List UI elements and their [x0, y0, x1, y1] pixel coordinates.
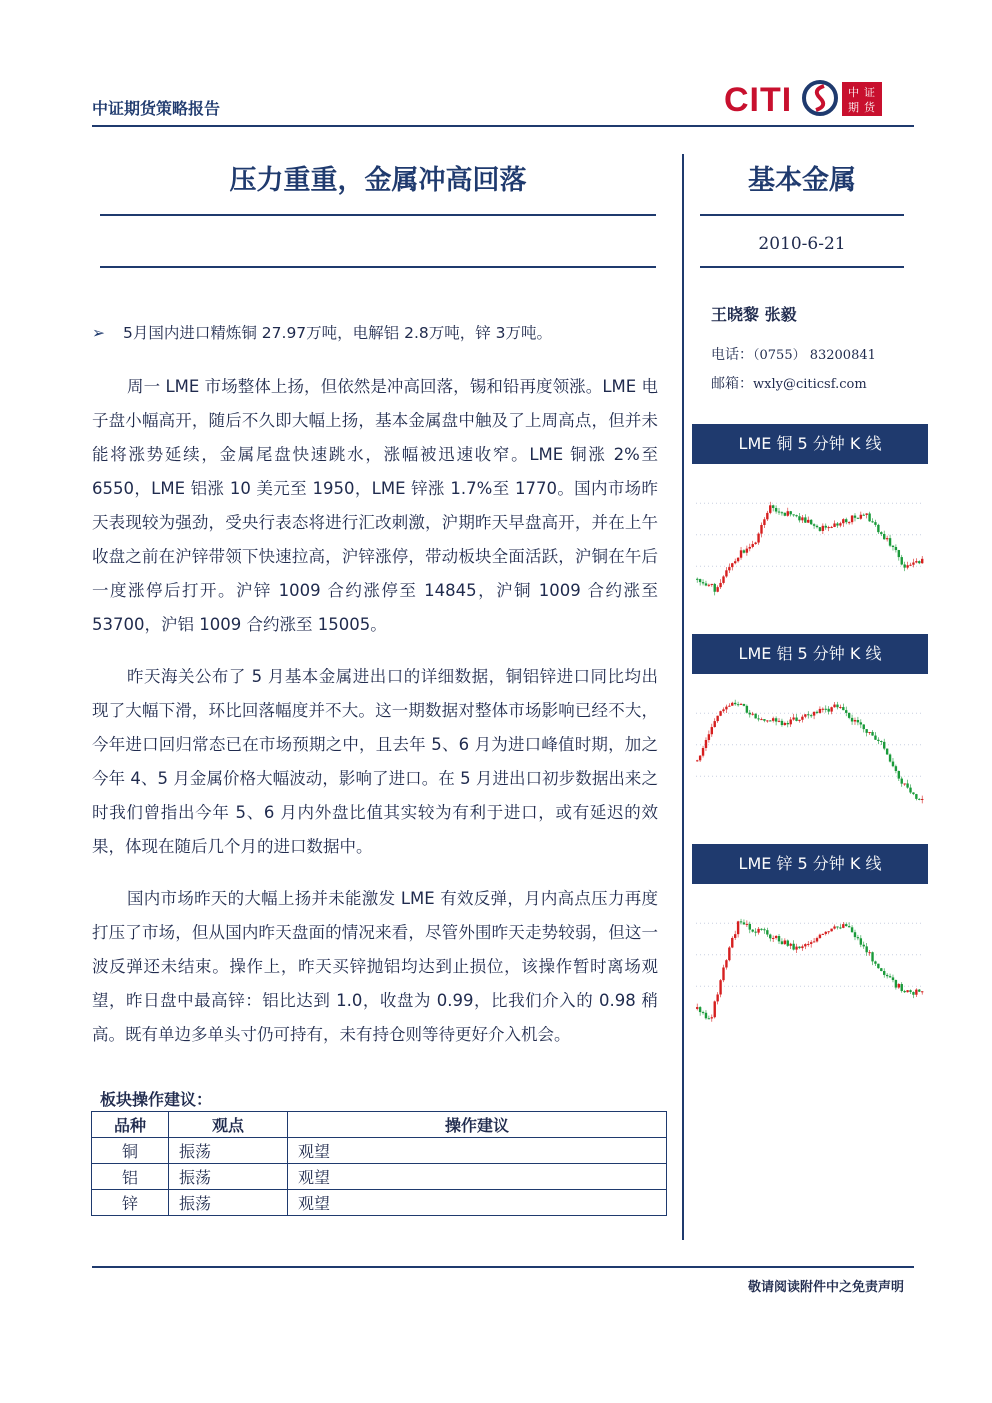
candle-body [845, 710, 847, 713]
candle-body [822, 526, 824, 531]
email-link[interactable]: wxly@citicsf.com [753, 377, 867, 392]
candle-body [898, 984, 900, 988]
candle-body [737, 558, 739, 562]
body-paragraph: 国内市场昨天的大幅上扬并未能激发 LME 有效反弹，月内高点压力再度打压了市场，但从国内昨天盘面的情况来看，尽管外围昨天走势较弱，但这一波反弹还未结束。操作上，昨天买锌抛铝均达到止损位，该操作暂时离场观望，昨日盘中最高锌：铝比达到 1.0，收盘为 0.99，比我们介入的 0.98 稍高。既有单边多单头寸仍可持有，未有持仓则等待更好介入机会。 [92, 889, 658, 1044]
candle-body [711, 727, 713, 734]
candle-body [912, 563, 914, 565]
candle-body [857, 518, 859, 519]
candle-body [702, 1012, 704, 1013]
table-cell: 振荡 [169, 1138, 288, 1164]
table-cell: 振荡 [169, 1164, 288, 1190]
candle-body [915, 561, 917, 562]
candle-body [877, 964, 879, 968]
candle-body [839, 927, 841, 928]
candle-body [795, 718, 797, 721]
candle-body [752, 714, 754, 715]
zinc-chart-panel [692, 844, 928, 1036]
candle-body [734, 934, 736, 938]
candle-body [798, 720, 800, 721]
candle-body [731, 938, 733, 948]
candle-body [822, 709, 824, 710]
candle-body [784, 723, 786, 725]
candle-body [775, 718, 777, 721]
report-date: 2010-6-21 [758, 234, 846, 254]
body-paragraph: 昨天海关公布了 5 月基本金属进出口的详细数据，铜铝锌进口同比均出现了大幅下滑，环比回落幅度并不大。这一期数据对整体市场影响已经不大，今年进口回归常态已在市场预期之中，且去年 5、6 月为进口峰值时期，加之今年 4、5 月金属价格大幅波动，影响了进口。在 5 月进出口初步数据出来之时我们曾指出今年 5、6 月内外盘比值其实较为有利于进口，或有延迟的效果，体现在随后几个月的进口数据中。 [92, 667, 658, 856]
column-header: 观点 [169, 1112, 288, 1138]
candle-body [851, 718, 853, 722]
candle-body [921, 559, 923, 563]
candle-body [722, 709, 724, 711]
candle-body [909, 788, 911, 793]
candle-body [918, 561, 920, 563]
candle-body [901, 779, 903, 784]
candle-body [787, 723, 789, 724]
side-rule-bottom [700, 266, 904, 268]
candle-body [854, 516, 856, 518]
candle-body [819, 527, 821, 531]
report-series-title: 中证期货策略报告 [92, 99, 221, 118]
candle-body [772, 505, 774, 508]
candle-body [749, 924, 751, 930]
candle-body [696, 760, 698, 761]
table-row [92, 1164, 667, 1190]
candle-body [892, 977, 894, 980]
candle-body [763, 519, 765, 525]
operations-table [91, 1111, 667, 1216]
candle-body [827, 527, 829, 528]
candle-body [737, 704, 739, 705]
chart-title: LME 锌 5 分钟 K 线 [692, 844, 928, 884]
candle-body [699, 756, 701, 761]
candle-body [813, 941, 815, 942]
candle-body [781, 721, 783, 725]
candle-body [728, 706, 730, 707]
candle-body [766, 930, 768, 934]
candle-body [857, 937, 859, 938]
header-divider [92, 125, 914, 127]
candle-body [857, 720, 859, 722]
candle-body [728, 948, 730, 961]
candle-body [787, 940, 789, 945]
candle-body [719, 980, 721, 994]
title-rule-bottom [100, 266, 656, 268]
email-line [711, 373, 867, 393]
candle-body [743, 922, 745, 924]
svg-text:证: 证 [864, 86, 875, 99]
candle-body [760, 929, 762, 930]
candle-body [842, 924, 844, 928]
candle-body [734, 703, 736, 704]
candle-body [757, 534, 759, 543]
candle-body [836, 705, 838, 708]
column-header: 品种 [92, 1112, 169, 1138]
candle-body [740, 921, 742, 922]
candle-body [795, 947, 797, 950]
candle-body [778, 512, 780, 513]
logo-badge-char: 中 [848, 86, 859, 99]
candle-body [810, 942, 812, 944]
candlestick-svg [692, 884, 928, 1036]
chart-title: LME 铜 5 分钟 K 线 [692, 424, 928, 464]
arrow-bullet-icon: ➢ [92, 324, 105, 342]
candle-body [781, 941, 783, 944]
candle-body [865, 946, 867, 952]
candle-body [716, 994, 718, 1001]
candle-body [763, 719, 765, 721]
candle-body [865, 729, 867, 733]
footer-divider [92, 1266, 914, 1268]
candle-body [909, 990, 911, 992]
table-cell: 观望 [288, 1138, 667, 1164]
candle-body [719, 711, 721, 716]
candle-body [833, 705, 835, 708]
candle-body [825, 709, 827, 710]
candle-body [804, 517, 806, 522]
candle-body [810, 520, 812, 524]
candle-body [769, 720, 771, 721]
column-header: 操作建议 [288, 1112, 667, 1138]
candle-body [790, 944, 792, 946]
candle-body [792, 944, 794, 950]
phone-label: 电话： [711, 347, 753, 363]
candle-body [813, 712, 815, 716]
candle-body [816, 526, 818, 527]
disclaimer-note: 敬请阅读附件中之免责声明 [747, 1280, 904, 1295]
candle-body [749, 547, 751, 549]
candle-body [830, 707, 832, 711]
candle-body [772, 938, 774, 939]
candle-body [921, 991, 923, 992]
candle-body [804, 944, 806, 946]
candle-body [906, 565, 908, 567]
svg-text:期: 期 [848, 101, 859, 114]
candle-body [801, 517, 803, 520]
candle-body [819, 709, 821, 713]
candle-body [754, 543, 756, 545]
candle-body [778, 936, 780, 941]
svg-text:CITI: CITI [724, 81, 793, 118]
phone-line [711, 344, 876, 364]
candle-body [801, 717, 803, 720]
citics-logo [724, 78, 894, 118]
copper-chart-panel [692, 424, 928, 616]
candle-body [886, 975, 888, 976]
candle-body [912, 992, 914, 995]
candle-body [725, 707, 727, 710]
candle-body [848, 713, 850, 718]
authors: 王晓黎 张毅 [711, 305, 797, 324]
candle-body [851, 516, 853, 523]
candle-body [868, 732, 870, 733]
candle-body [895, 980, 897, 988]
candle-body [889, 976, 891, 977]
candle-body [731, 563, 733, 567]
candle-body [842, 519, 844, 523]
candle-body [845, 924, 847, 926]
candle-body [766, 513, 768, 519]
candle-body [871, 952, 873, 961]
candle-body [702, 582, 704, 583]
candle-body [746, 549, 748, 553]
candle-body [754, 714, 756, 719]
candle-body [784, 513, 786, 516]
candle-body [798, 947, 800, 948]
candle-body [772, 718, 774, 721]
email-label: 邮箱： [711, 376, 753, 392]
candle-body [714, 584, 716, 592]
table-cell: 锌 [92, 1190, 169, 1216]
candle-body [845, 519, 847, 522]
candle-body [792, 718, 794, 720]
candlestick-svg [692, 464, 928, 616]
candle-body [790, 511, 792, 514]
candle-body [874, 961, 876, 963]
candle-body [705, 583, 707, 585]
candle-body [781, 512, 783, 513]
candle-body [740, 704, 742, 705]
candle-body [825, 932, 827, 934]
candle-body [819, 935, 821, 938]
candle-body [851, 927, 853, 932]
candle-body [725, 570, 727, 576]
candle-body [886, 538, 888, 539]
candle-body [822, 934, 824, 935]
candle-body [868, 952, 870, 953]
candle-body [728, 567, 730, 570]
candle-body [915, 990, 917, 995]
candle-body [731, 703, 733, 706]
table-cell: 振荡 [169, 1190, 288, 1216]
candle-body [909, 565, 911, 566]
candle-body [898, 771, 900, 779]
candle-body [833, 523, 835, 527]
page-title: 压力重重，金属冲高回落 [229, 165, 527, 196]
candle-body [743, 704, 745, 706]
candle-body [860, 722, 862, 724]
candle-body [734, 561, 736, 563]
candle-body [842, 707, 844, 710]
candle-body [863, 724, 865, 729]
candle-body [898, 550, 900, 557]
candle-body [757, 929, 759, 933]
candle-body [705, 1013, 707, 1018]
section-title: 基本金属 [748, 165, 856, 196]
candle-body [778, 721, 780, 722]
candlestick-chart [692, 464, 928, 616]
table-cell: 铜 [92, 1138, 169, 1164]
candle-body [716, 587, 718, 592]
candle-body [711, 584, 713, 585]
candle-body [696, 1007, 698, 1009]
candle-body [860, 938, 862, 944]
candle-body [839, 523, 841, 525]
candle-body [816, 938, 818, 941]
column-divider [682, 154, 684, 1240]
candle-body [903, 991, 905, 992]
candle-body [810, 715, 812, 716]
candle-body [918, 990, 920, 992]
candle-body [775, 936, 777, 938]
candle-body [757, 718, 759, 719]
candle-body [784, 940, 786, 944]
candlestick-chart [692, 884, 928, 1036]
candle-body [827, 931, 829, 932]
candle-body [714, 1001, 716, 1017]
candle-body [906, 783, 908, 787]
aluminum-chart-panel [692, 634, 928, 826]
candle-body [836, 926, 838, 927]
candle-body [760, 525, 762, 534]
candle-body [903, 783, 905, 784]
candle-body [807, 520, 809, 523]
candle-body [848, 926, 850, 927]
candle-body [921, 799, 923, 800]
candle-body [848, 522, 850, 523]
candle-body [860, 515, 862, 519]
candle-body [865, 513, 867, 514]
candle-body [813, 524, 815, 526]
title-rule-top [100, 214, 656, 216]
candle-body [886, 749, 888, 755]
candle-body [868, 513, 870, 521]
candlestick-svg [692, 674, 928, 826]
candle-body [892, 762, 894, 767]
table-caption: 板块操作建议： [100, 1090, 213, 1109]
candle-body [722, 576, 724, 582]
candle-body [746, 924, 748, 925]
candle-body [714, 721, 716, 727]
body-paragraph: 周一 LME 市场整体上扬，但依然是冲高回落，锡和铅再度领涨。LME 电子盘小幅高开，随后不久即大幅上扬，基本金属盘中触及了上周高点，但并未能将涨势延续，金属尾盘快速跳水，涨幅被迅速收窄。LME 铜涨 2%至 6550，LME 铝涨 10 美元至 1950，LME 锌涨 1.7%至 1770。国内市场昨天表现较为强劲，受央行表态将进行汇改刺激，沪期昨天早盘高开，并在上午收盘之前在沪锌带领下快速拉高，沪锌涨停，带动板块全面活跃，沪铜在午后一度涨停后打开。沪锌 1009 合约涨停至 14845，沪铜 1009 合约涨至 53700，沪铝 1009 合约涨至 15005。 [92, 377, 658, 634]
candle-body [795, 515, 797, 516]
candle-body [895, 766, 897, 771]
table-row [92, 1138, 667, 1164]
candle-body [752, 930, 754, 932]
candle-body [699, 1007, 701, 1012]
candle-body [769, 505, 771, 513]
phone-value: （0755） 83200841 [753, 348, 876, 363]
candle-body [892, 546, 894, 547]
candle-body [874, 736, 876, 740]
candle-body [854, 932, 856, 937]
candle-body [880, 968, 882, 971]
candle-body [883, 971, 885, 975]
table-row [92, 1190, 667, 1216]
candle-body [827, 709, 829, 712]
candle-body [903, 564, 905, 567]
side-rule-top [700, 214, 904, 216]
candle-body [895, 547, 897, 550]
candle-body [702, 748, 704, 756]
table-cell: 铝 [92, 1164, 169, 1190]
candle-body [787, 511, 789, 516]
candle-body [766, 720, 768, 721]
table-cell: 观望 [288, 1190, 667, 1216]
candle-body [705, 740, 707, 748]
candle-body [722, 967, 724, 980]
candle-body [874, 522, 876, 525]
candle-body [889, 754, 891, 761]
candle-body [871, 732, 873, 736]
summary-bullet [92, 321, 552, 343]
candle-body [754, 932, 756, 933]
table-cell: 观望 [288, 1164, 667, 1190]
candle-body [836, 523, 838, 525]
candle-body [716, 716, 718, 721]
candle-body [877, 525, 879, 532]
candle-body [708, 585, 710, 586]
candle-body [807, 944, 809, 945]
candle-body [863, 945, 865, 947]
candle-body [798, 516, 800, 520]
summary-text: 5月国内进口精炼铜 27.97万吨，电解铝 2.8万吨，锌 3万吨。 [123, 324, 553, 342]
candle-body [752, 544, 754, 547]
candle-body [880, 532, 882, 534]
candle-body [737, 921, 739, 934]
candle-body [901, 557, 903, 564]
candle-body [696, 579, 698, 580]
candle-body [883, 742, 885, 749]
candle-body [863, 515, 865, 516]
candle-body [816, 712, 818, 713]
candle-body [901, 984, 903, 991]
svg-text:货: 货 [864, 101, 875, 114]
candle-body [807, 714, 809, 715]
candle-body [918, 799, 920, 800]
candle-body [743, 550, 745, 552]
candle-body [830, 929, 832, 932]
candle-body [763, 929, 765, 930]
candle-body [708, 1018, 710, 1019]
candle-body [790, 720, 792, 725]
candle-body [871, 521, 873, 522]
candle-body [830, 527, 832, 528]
chart-title: LME 铝 5 分钟 K 线 [692, 634, 928, 674]
candle-body [915, 794, 917, 799]
candle-body [804, 714, 806, 716]
candle-body [801, 946, 803, 948]
candle-body [833, 926, 835, 928]
candle-body [760, 719, 762, 720]
candle-body [877, 740, 879, 741]
candle-body [708, 734, 710, 740]
candle-body [711, 1017, 713, 1018]
candle-body [719, 583, 721, 587]
candle-body [912, 792, 914, 794]
candle-body [854, 720, 856, 721]
candlestick-chart [692, 674, 928, 826]
candle-body [889, 538, 891, 546]
candle-body [825, 526, 827, 528]
table-header-row [92, 1112, 667, 1138]
candle-body [740, 550, 742, 557]
candle-body [746, 706, 748, 713]
candle-body [699, 579, 701, 582]
candle-body [839, 707, 841, 708]
candle-body [906, 990, 908, 992]
candle-body [775, 508, 777, 512]
candle-body [769, 935, 771, 939]
candle-body [880, 741, 882, 742]
candle-body [883, 534, 885, 539]
candle-body [749, 713, 751, 715]
candle-body [792, 514, 794, 515]
candle-body [725, 960, 727, 967]
